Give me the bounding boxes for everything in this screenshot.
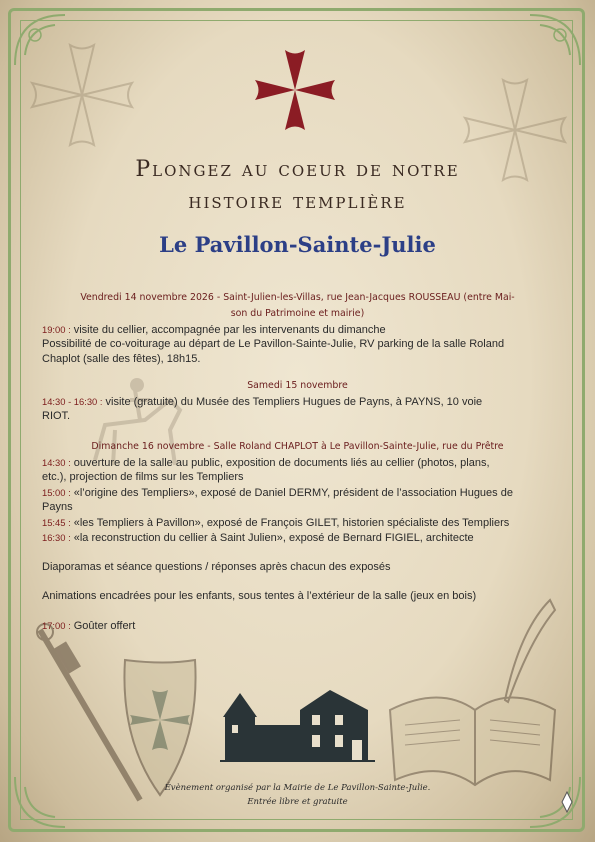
item-text: ouverture de la salle au public, exposition de documents liés au cellier (photos, plans, — [70, 457, 490, 469]
shield-icon — [30, 620, 210, 810]
section3-item1-cont: etc.), projection de films sur les Templiers — [42, 471, 244, 483]
section1-text2: Possibilité de co-voiturage au départ de Le Pavillon-Sainte-Julie, RV parking de la salle Roland — [42, 338, 505, 350]
note-snack — [42, 618, 560, 635]
subtitle: Le Pavillon-Sainte-Julie — [159, 232, 436, 257]
page-title-line2: histoire templière — [188, 189, 407, 214]
section3-header: Dimanche 16 novembre - Salle Roland CHAPLOT à Le Pavillon-Sainte-Julie, rue du Prêtre — [91, 441, 504, 452]
time-label: 17:00 : — [42, 620, 71, 631]
cross-pattee-icon — [22, 30, 142, 160]
time-label: 14:30 - 16:30 : — [42, 396, 103, 407]
section3-item2-cont: Payns — [42, 501, 73, 513]
section1-header-line2: son du Patrimoine et mairie) — [230, 308, 365, 319]
item-text: «les Templiers à Pavillon», exposé de François GILET, historien spécialiste des Templiers — [70, 517, 510, 529]
item-text: visite du cellier, accompagnée par les intervenants du dimanche — [70, 324, 386, 336]
item-text: visite (gratuite) du Musée des Templiers Hugues de Payns, à PAYNS, 10 voie — [102, 396, 483, 408]
note-slideshows: Diaporamas et séance questions / réponses après chacun des exposés — [42, 561, 391, 573]
item-text: «la reconstruction du cellier à Saint Julien», exposé de Bernard FIGIEL, architecte — [70, 532, 474, 544]
section2-header: Samedi 15 novembre — [247, 380, 348, 391]
time-label: 19:00 : — [42, 324, 71, 335]
corner-ornament-icon — [525, 10, 585, 70]
note-children-activities: Animations encadrées pour les enfants, sous tentes à l’extérieur de la salle (jeux en bois) — [42, 590, 477, 602]
templar-cross-icon — [250, 45, 340, 135]
page-title-line1: Plongez au coeur de notre — [135, 157, 460, 182]
section3-item4 — [42, 530, 560, 547]
footer-entry: Entrée libre et gratuite — [247, 797, 348, 807]
time-label: 16:30 : — [42, 532, 71, 543]
time-label: 14:30 : — [42, 457, 71, 468]
building-silhouette-icon — [220, 685, 375, 765]
item-text: «l’origine des Templiers», exposé de Daniel DERMY, président de l’association Hugues de — [70, 487, 513, 499]
item-text: Goûter offert — [70, 620, 136, 632]
time-label: 15:45 : — [42, 517, 71, 528]
section2-text2: RIOT. — [42, 410, 71, 422]
section1-text3: Chaplot (salle des fêtes), 18h15. — [42, 353, 201, 365]
quill-icon — [505, 600, 555, 702]
time-label: 15:00 : — [42, 487, 71, 498]
footer-organizer: Évènement organisé par la Mairie de Le Pavillon-Sainte-Julie. — [164, 783, 431, 793]
section1-header-line1: Vendredi 14 novembre 2026 - Saint-Julien-les-Villas, rue Jean-Jacques ROUSSEAU (entre Mai- — [80, 292, 515, 303]
